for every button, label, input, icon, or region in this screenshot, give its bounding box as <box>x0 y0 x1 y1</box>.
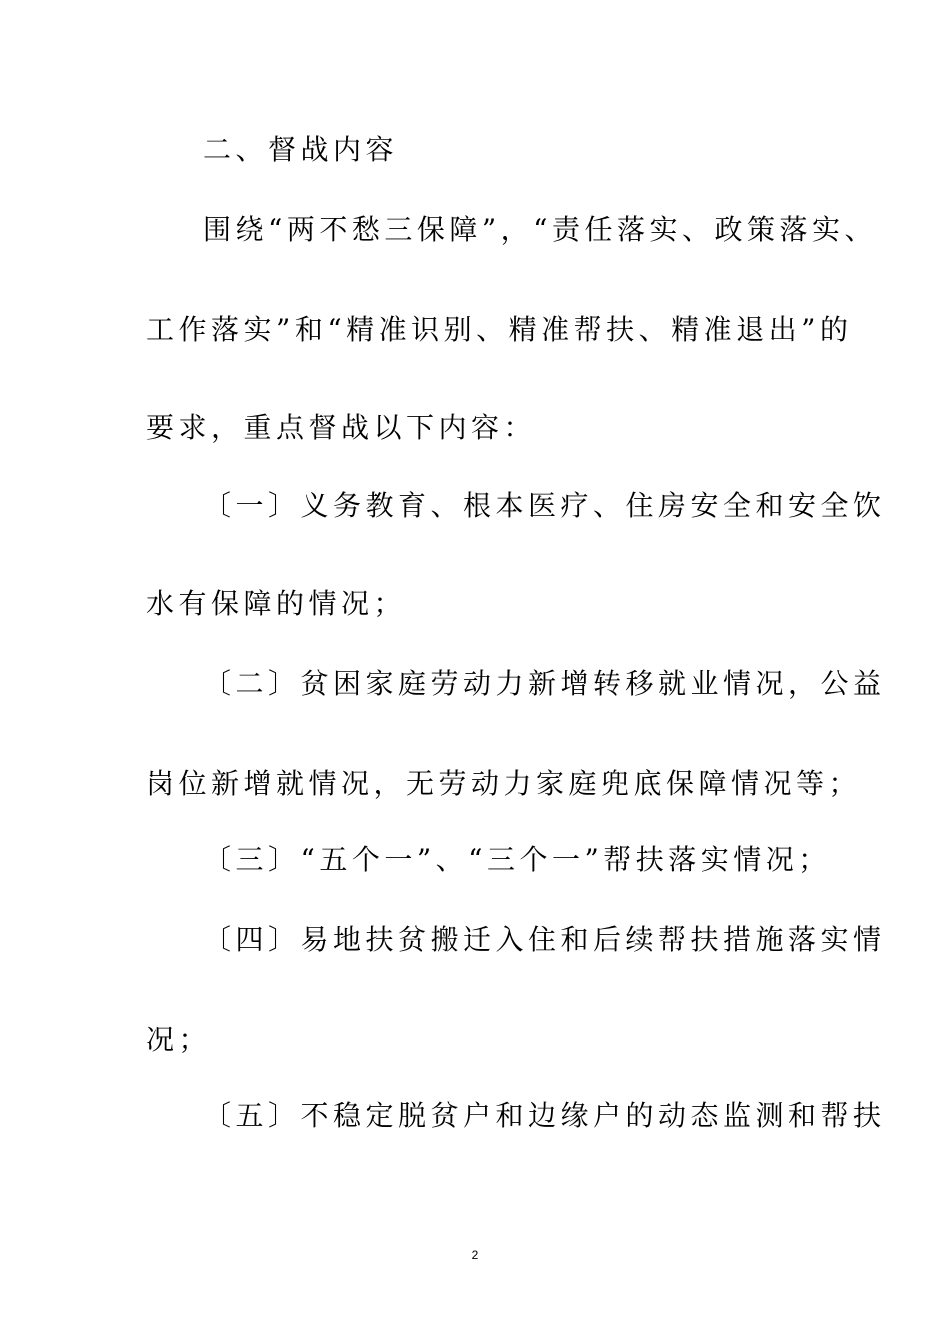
page-number: 2 <box>471 1248 479 1262</box>
list-item-5: 〔五〕不稳定脱贫户和边缘户的动态监测和帮扶 <box>203 1099 886 1132</box>
list-item-1-continuation: 水有保障的情况； <box>146 587 407 620</box>
section-heading: 二、督战内容 <box>203 133 399 166</box>
paragraph-line: 要求，重点督战以下内容： <box>146 411 537 444</box>
paragraph-line: 工作落实”和“精准识别、精准帮扶、精准退出”的 <box>146 313 853 346</box>
list-item-4: 〔四〕易地扶贫搬迁入住和后续帮扶措施落实情 <box>203 923 886 956</box>
list-item-2: 〔二〕贫困家庭劳动力新增转移就业情况，公益 <box>203 667 886 700</box>
list-item-4-continuation: 况； <box>146 1023 212 1056</box>
list-item-2-continuation: 岗位新增就情况，无劳动力家庭兜底保障情况等； <box>146 767 862 800</box>
list-item-1: 〔一〕义务教育、根本医疗、住房安全和安全饮 <box>203 489 886 522</box>
list-item-3: 〔三〕“五个一”、“三个一”帮扶落实情况； <box>203 843 831 876</box>
paragraph-line: 围绕“两不愁三保障”，“责任落实、政策落实、 <box>203 213 877 246</box>
